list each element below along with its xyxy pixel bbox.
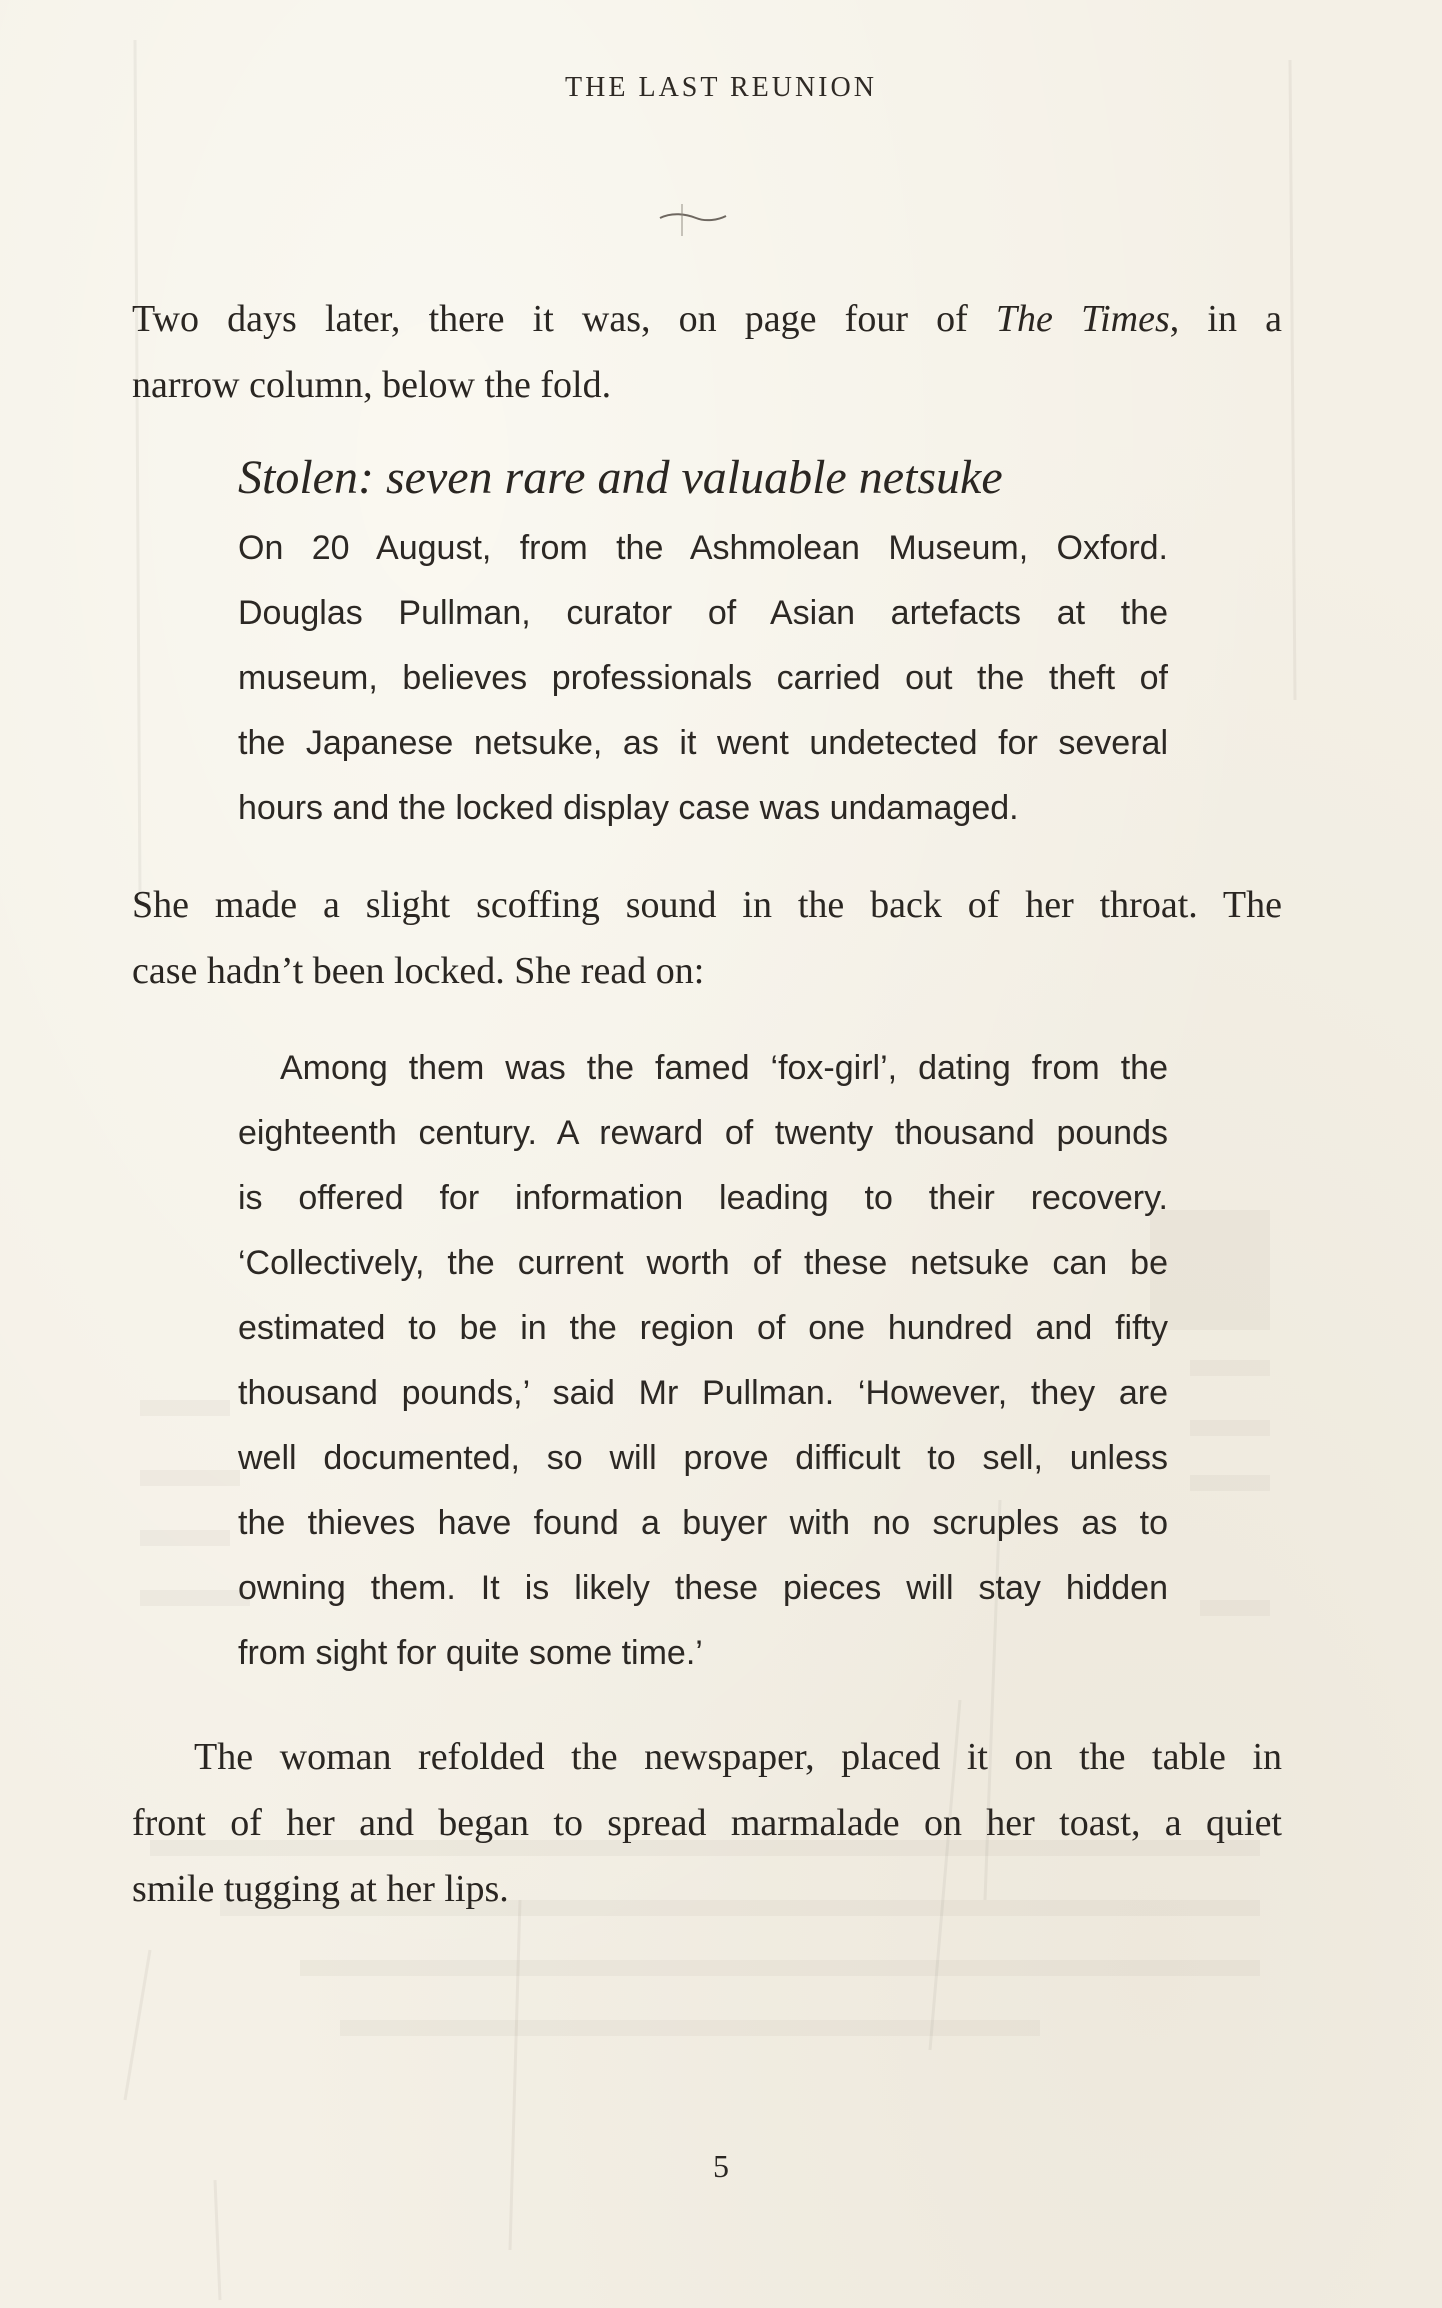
paragraph-1-text-end: , in a: [1169, 298, 1282, 340]
article-continued-line: the thieves have found a buyer with no scruples as to: [238, 1504, 1168, 1542]
paragraph-3: [132, 1724, 1282, 1922]
article-continued-line: from sight for quite some time.’: [238, 1634, 703, 1672]
paragraph-3-line: front of her and began to spread marmalade on her toast, a quiet: [132, 1802, 1282, 1844]
article-line: On 20 August, from the Ashmolean Museum, Oxford.: [238, 529, 1168, 567]
article-continued-line: ‘Collectively, the current worth of these netsuke can be: [238, 1244, 1168, 1282]
article-line: hours and the locked display case was undamaged.: [238, 789, 1019, 827]
article-continued-line: eighteenth century. A reward of twenty thousand pounds: [238, 1114, 1168, 1152]
paragraph-3-line: smile tugging at her lips.: [132, 1868, 509, 1910]
article-line: museum, believes professionals carried out the theft of: [238, 659, 1168, 697]
page-number: 5: [713, 2148, 729, 2184]
running-head: THE LAST REUNION: [565, 72, 877, 103]
newspaper-title: The Times: [995, 298, 1170, 340]
article-line: Douglas Pullman, curator of Asian artefacts at the: [238, 594, 1168, 632]
article-continued-line: estimated to be in the region of one hundred and fifty: [238, 1309, 1168, 1347]
paragraph-1-text: Two days later, there it was, on page four of: [132, 298, 996, 340]
article-line: the Japanese netsuke, as it went undetected for several: [238, 724, 1168, 762]
paragraph-3-line: The woman refolded the newspaper, placed it on the table in: [194, 1736, 1282, 1778]
paragraph-1-line-2: narrow column, below the fold.: [132, 364, 612, 406]
article-continued-line: Among them was the famed ‘fox-girl’, dating from the: [280, 1049, 1168, 1087]
paragraph-2: [132, 872, 1282, 1004]
article-continued-line: well documented, so will prove difficult to sell, unless: [238, 1439, 1168, 1477]
article-continued-line: owning them. It is likely these pieces will stay hidden: [238, 1569, 1168, 1607]
article-continued-line: is offered for information leading to their recovery.: [238, 1179, 1168, 1217]
article-headline: Stolen: seven rare and valuable netsuke: [238, 451, 1003, 504]
ornament-flourish-icon: [652, 196, 732, 240]
article-continued-line: thousand pounds,’ said Mr Pullman. ‘However, they are: [238, 1374, 1168, 1412]
article-excerpt-continued: [238, 1036, 1168, 1686]
paragraph-1-line-1: [132, 286, 1282, 352]
paragraph-2-line: She made a slight scoffing sound in the back of her throat. The: [132, 884, 1282, 926]
paragraph-1: [132, 286, 1282, 418]
paragraph-2-line: case hadn’t been locked. She read on:: [132, 950, 705, 992]
article-excerpt: [238, 516, 1168, 841]
